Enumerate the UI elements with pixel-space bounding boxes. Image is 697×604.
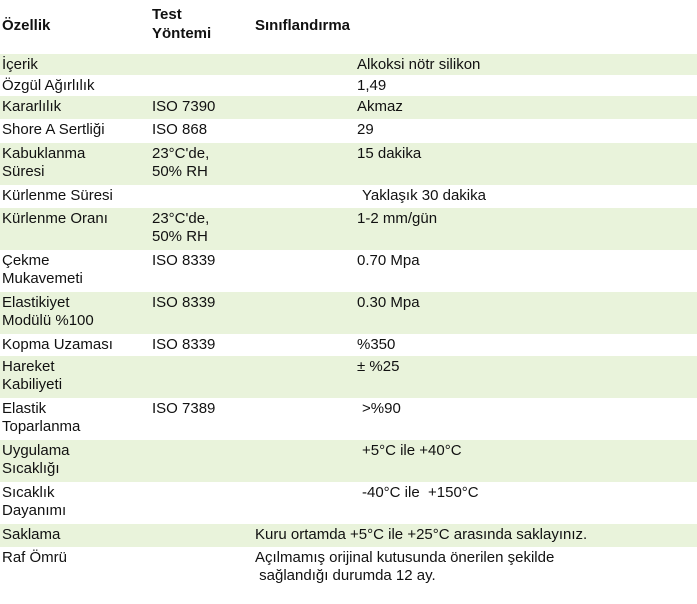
value-cell-line: Alkoksi nötr silikon xyxy=(357,56,481,73)
method-cell xyxy=(152,210,209,246)
property-cell-line: Kürlenme Süresi xyxy=(2,187,113,204)
property-cell-line: Kürlenme Oranı xyxy=(2,210,108,227)
value-cell xyxy=(357,336,395,354)
value-cell xyxy=(357,252,420,270)
property-cell-line: Mukavemeti xyxy=(2,270,83,287)
table-row xyxy=(0,96,697,119)
value-cell xyxy=(357,358,399,376)
value-cell xyxy=(362,442,462,460)
table-row xyxy=(0,334,697,356)
value-cell-line: Akmaz xyxy=(357,98,403,115)
value-cell xyxy=(357,77,386,95)
value-cell-line: >%90 xyxy=(362,400,401,417)
method-cell-line: ISO 8339 xyxy=(152,252,216,269)
value-cell-line: 29 xyxy=(357,121,374,138)
method-cell-line: ISO 7389 xyxy=(152,400,216,417)
property-cell-line: Modülü %100 xyxy=(2,312,94,329)
value-cell-line: Kuru ortamda +5°C ile +25°C arasında saklayınız. xyxy=(255,526,588,543)
property-cell-line: Elastik xyxy=(2,400,47,417)
property-cell-line: Sıcaklık xyxy=(2,484,55,501)
property-cell xyxy=(2,442,70,478)
property-cell-line: İçerik xyxy=(2,56,38,73)
method-cell xyxy=(152,252,215,270)
value-cell xyxy=(357,121,374,139)
header-method-line2: Yöntemi xyxy=(152,25,212,42)
property-cell-line: Elastikiyet xyxy=(2,294,70,311)
table-row xyxy=(0,250,697,292)
value-cell-line: %350 xyxy=(357,336,396,353)
value-cell xyxy=(255,526,587,544)
value-cell-line: Açılmamış orijinal kutusunda önerilen şekilde xyxy=(255,549,555,566)
value-cell xyxy=(357,98,403,116)
property-cell-line: Saklama xyxy=(2,526,61,543)
property-cell-line: Uygulama xyxy=(2,442,70,459)
value-cell-line: 0.30 Mpa xyxy=(357,294,420,311)
property-cell xyxy=(2,77,95,95)
property-cell-line: Kabiliyeti xyxy=(2,376,63,393)
value-cell-line: 1-2 mm/gün xyxy=(357,210,438,227)
property-cell xyxy=(2,526,60,544)
value-cell-line: -40°C ile +150°C xyxy=(362,484,479,501)
table-row xyxy=(0,292,697,334)
method-cell xyxy=(152,145,209,181)
header-property: Özellik xyxy=(2,17,51,34)
property-cell xyxy=(2,56,38,74)
value-cell xyxy=(357,145,421,163)
value-cell-line: sağlandığı durumda 12 ay. xyxy=(255,567,436,584)
value-cell xyxy=(357,56,480,74)
table-row xyxy=(0,54,697,75)
table-row xyxy=(0,547,697,589)
property-cell-line: Kabuklanma xyxy=(2,145,86,162)
table-row xyxy=(0,440,697,482)
property-cell-line: Kopma Uzaması xyxy=(2,336,113,353)
property-cell-line: Hareket xyxy=(2,358,55,375)
table-row xyxy=(0,185,697,208)
header-classification: Sınıflandırma xyxy=(255,17,351,34)
property-cell xyxy=(2,400,80,436)
table-row xyxy=(0,143,697,185)
property-cell-line: Kararlılık xyxy=(2,98,62,115)
table-row xyxy=(0,524,697,547)
method-cell-line: ISO 868 xyxy=(152,121,208,138)
method-cell xyxy=(152,121,207,139)
method-cell-line: 50% RH xyxy=(152,163,208,180)
value-cell xyxy=(362,187,486,205)
method-cell-line: ISO 7390 xyxy=(152,98,216,115)
property-cell-line: Raf Ömrü xyxy=(2,549,68,566)
property-cell xyxy=(2,210,108,228)
value-cell-line: Yaklaşık 30 dakika xyxy=(362,187,486,204)
value-cell xyxy=(362,400,401,418)
property-cell xyxy=(2,187,113,205)
property-cell xyxy=(2,549,67,567)
method-cell xyxy=(152,98,215,116)
property-cell-line: Shore A Sertliği xyxy=(2,121,105,138)
property-cell-line: Süresi xyxy=(2,163,45,180)
table-row xyxy=(0,208,697,250)
value-cell-line: 0.70 Mpa xyxy=(357,252,420,269)
value-cell xyxy=(357,210,437,228)
property-cell-line: Dayanımı xyxy=(2,502,67,519)
table-row xyxy=(0,119,697,143)
method-cell-line: 50% RH xyxy=(152,228,208,245)
table-row xyxy=(0,356,697,398)
value-cell xyxy=(357,294,420,312)
property-cell xyxy=(2,358,62,394)
value-cell xyxy=(362,484,479,502)
method-cell-line: ISO 8339 xyxy=(152,336,216,353)
property-cell xyxy=(2,145,85,181)
value-cell-line: 15 dakika xyxy=(357,145,422,162)
table-row xyxy=(0,75,697,96)
property-cell xyxy=(2,294,94,330)
property-cell xyxy=(2,98,61,116)
property-cell xyxy=(2,121,105,139)
property-cell xyxy=(2,484,66,520)
method-cell xyxy=(152,294,215,312)
value-cell-line: +5°C ile +40°C xyxy=(362,442,462,459)
value-cell xyxy=(255,549,554,585)
value-cell-line: ± %25 xyxy=(357,358,400,375)
table-row xyxy=(0,482,697,524)
property-cell-line: Sıcaklığı xyxy=(2,460,60,477)
property-cell-line: Toparlanma xyxy=(2,418,81,435)
property-cell-line: Özgül Ağırlılık xyxy=(2,77,95,94)
table-header xyxy=(0,0,697,52)
method-cell xyxy=(152,336,215,354)
method-cell-line: 23°C'de, xyxy=(152,210,210,227)
method-cell-line: 23°C'de, xyxy=(152,145,210,162)
property-cell xyxy=(2,336,113,354)
header-test-method xyxy=(152,5,252,43)
value-cell-line: 1,49 xyxy=(357,77,387,94)
header-method-line1: Test xyxy=(152,6,182,23)
table-row xyxy=(0,398,697,440)
method-cell xyxy=(152,400,215,418)
property-cell-line: Çekme xyxy=(2,252,50,269)
method-cell-line: ISO 8339 xyxy=(152,294,216,311)
property-cell xyxy=(2,252,83,288)
